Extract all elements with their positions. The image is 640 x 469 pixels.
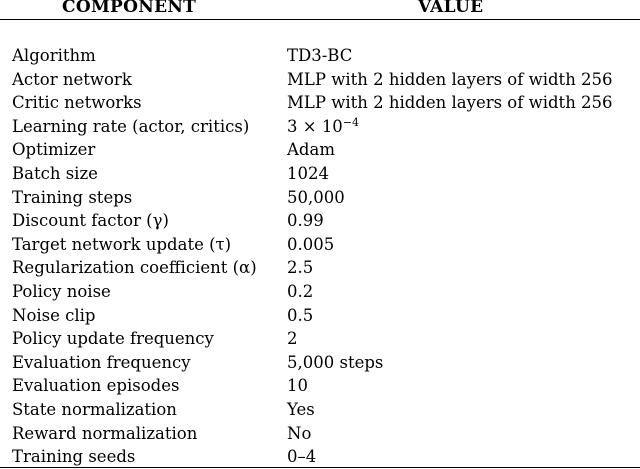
cell-component: Target network update (τ): [12, 234, 232, 254]
cell-component: Noise clip: [12, 305, 96, 325]
cell-component: Algorithm: [12, 46, 96, 65]
cell-value: TD3-BC: [287, 46, 353, 65]
table-row: [0, 115, 640, 139]
cell-component: Regularization coefficient (α): [12, 258, 257, 278]
cell-component: Training seeds: [12, 447, 136, 467]
cell-value: 10: [287, 376, 308, 396]
table-row: [0, 162, 640, 186]
cell-value: 0.005: [287, 234, 335, 254]
table-row: [0, 280, 640, 304]
table-row: [0, 138, 640, 162]
cell-component: Evaluation episodes: [12, 376, 180, 396]
table-row: [0, 398, 640, 422]
cell-component: State normalization: [12, 399, 177, 419]
value-base: 3 × 10: [287, 116, 343, 136]
table-row: [0, 304, 640, 328]
cell-component: Evaluation frequency: [12, 352, 191, 372]
cell-value: 1024: [287, 163, 329, 183]
table-row: [0, 233, 640, 257]
cell-component: Discount factor (γ): [12, 211, 169, 231]
cell-value: MLP with 2 hidden layers of width 256: [287, 69, 613, 89]
table-row: [0, 445, 640, 469]
table-body: [0, 44, 640, 469]
cell-value: Yes: [287, 399, 315, 419]
cell-value: [287, 115, 359, 139]
value-exponent: −4: [342, 115, 360, 129]
header-rule: [0, 19, 640, 20]
cell-value: MLP with 2 hidden layers of width 256: [287, 93, 613, 113]
table-row: [0, 68, 640, 92]
table-row: [0, 256, 640, 280]
cell-component: Policy noise: [12, 281, 111, 301]
header-component: COMPONENT: [62, 0, 197, 17]
cell-value: 2.5: [287, 258, 314, 278]
table-header: [0, 0, 640, 18]
table-row: [0, 422, 640, 446]
header-value: VALUE: [418, 0, 484, 17]
table-row: [0, 209, 640, 233]
table-row: [0, 374, 640, 398]
cell-component: Reward normalization: [12, 423, 198, 443]
cell-component: Policy update frequency: [12, 329, 214, 349]
cell-component: Training steps: [12, 187, 133, 207]
cell-value: 0.99: [287, 211, 324, 231]
table-row: [0, 186, 640, 210]
cell-component: Optimizer: [12, 140, 96, 160]
cell-component: Batch size: [12, 163, 98, 183]
cell-component: Critic networks: [12, 93, 142, 113]
cell-value: 2: [287, 329, 298, 349]
cell-value: 50,000: [287, 187, 345, 207]
cell-value: No: [287, 423, 312, 443]
cell-value: 0.5: [287, 305, 314, 325]
table-row: [0, 91, 640, 115]
cell-component: Learning rate (actor, critics): [12, 116, 250, 136]
table-row: [0, 351, 640, 375]
cell-value: Adam: [287, 140, 335, 160]
table-row: [0, 327, 640, 351]
cell-value: 0.2: [287, 281, 314, 301]
cell-component: Actor network: [12, 69, 132, 89]
table-row: [0, 44, 640, 68]
cell-value: 5,000 steps: [287, 352, 384, 372]
cell-value: 0–4: [287, 447, 317, 467]
